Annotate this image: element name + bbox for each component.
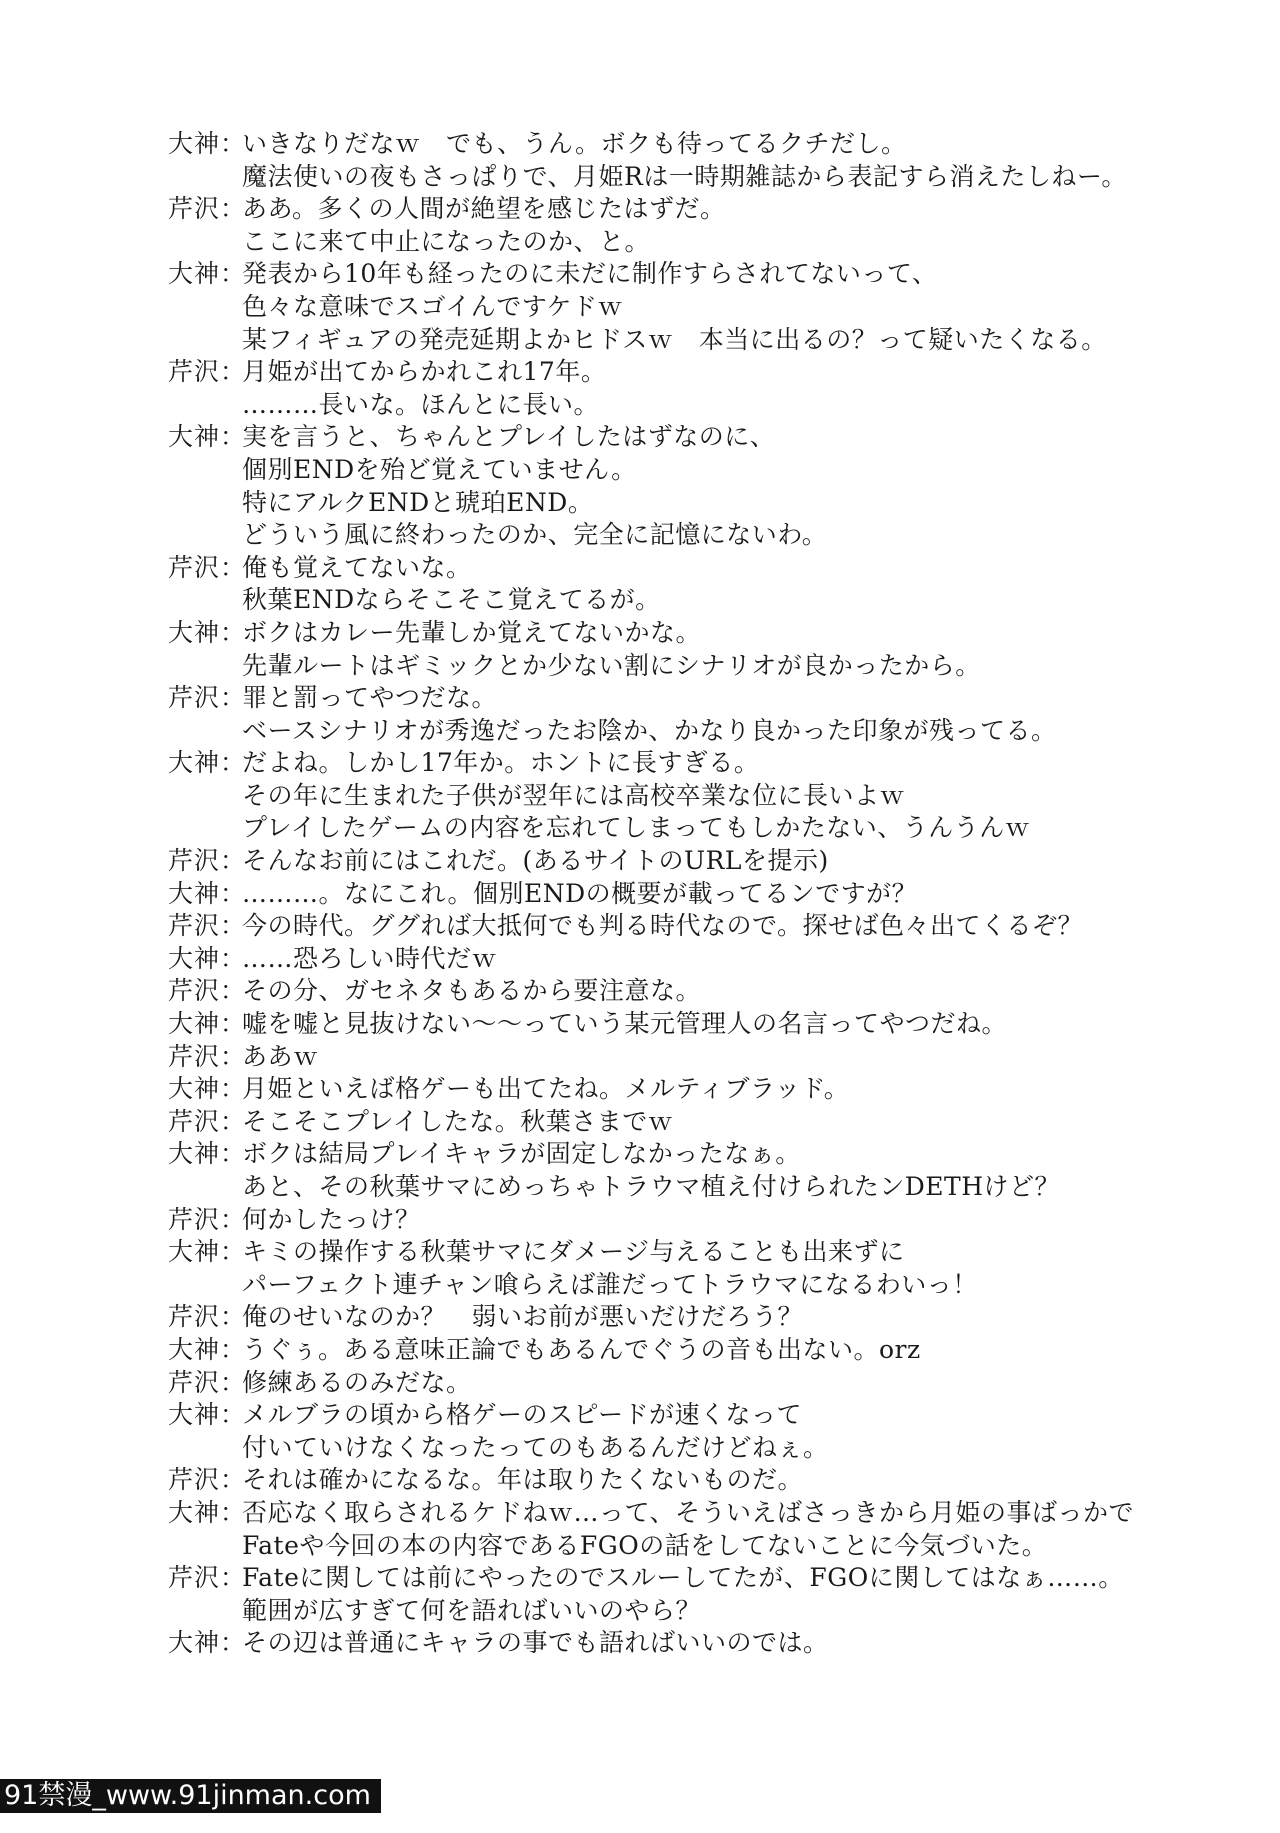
dialogue-turn (168, 1627, 1228, 1660)
dialogue-turn (168, 1236, 1228, 1301)
speech-lines (242, 1106, 1228, 1139)
speaker-name: 大神： (168, 617, 247, 647)
speech-line: パーフェクト連チャン喰らえば誰だってトラウマになるわいっ！ (242, 1269, 978, 1299)
dialogue-turn (168, 747, 1228, 845)
speech-lines (242, 1464, 1228, 1497)
speech-line: ………。なにこれ。個別ENDの概要が載ってるンですが？ (242, 878, 918, 908)
speaker-name: 芹沢： (168, 846, 247, 876)
speech-lines (242, 1138, 1228, 1203)
dialogue-turn (168, 1008, 1228, 1041)
speaker-name: 大神： (168, 1334, 247, 1364)
speech-line: Fateや今回の本の内容であるFGOの話をしてないことに今気づいた。 (242, 1530, 1048, 1560)
speaker-name: 大神： (168, 878, 247, 908)
dialogue-turn (168, 617, 1228, 682)
speech-line: ベースシナリオが秀逸だったお陰か、かなり良かった印象が残ってる。 (242, 715, 1057, 745)
speech-line: ああ。多くの人間が絶望を感じたはずだ。 (242, 194, 726, 224)
dialogue-turn (168, 910, 1228, 943)
speech-lines (242, 1399, 1228, 1464)
speech-line: 秋葉ENDならそこそこ覚えてるが。 (242, 585, 661, 615)
dialogue-transcript (168, 128, 1228, 1660)
speech-lines (242, 1301, 1228, 1334)
speaker-name: 大神： (168, 748, 247, 778)
speech-line: だよね。しかし17年か。ホントに長すぎる。 (242, 748, 760, 778)
speech-line: 先輩ルートはギミックとか少ない割にシナリオが良かったから。 (242, 650, 981, 680)
dialogue-turn (168, 421, 1228, 551)
speaker-name: 大神： (168, 129, 247, 158)
dialogue-turn (168, 943, 1228, 976)
speaker-name: 芹沢： (168, 1041, 247, 1071)
dialogue-turn (168, 1041, 1228, 1074)
speech-line: そんなお前にはこれだ。(あるサイトのURLを提示) (242, 846, 829, 876)
speech-lines (242, 1041, 1228, 1074)
dialogue-turn (168, 1138, 1228, 1203)
speech-line: メルブラの頃から格ゲーのスピードが速くなって (242, 1400, 803, 1430)
speech-lines (242, 878, 1228, 911)
speaker-name: 芹沢： (168, 357, 247, 387)
speech-line: 発表から10年も経ったのに未だに制作すらされてないって、 (242, 259, 938, 289)
dialogue-turn (168, 1301, 1228, 1334)
speech-lines (242, 845, 1228, 878)
speech-line: それは確かになるな。年は取りたくないものだ。 (242, 1465, 804, 1495)
speech-lines (242, 552, 1228, 617)
speaker-name: 大神： (168, 259, 247, 289)
speech-line: 月姫が出てからかれこれ17年。 (242, 357, 607, 387)
speech-lines (242, 128, 1228, 193)
speech-line: その辺は普通にキャラの事でも語ればいいのでは。 (242, 1628, 829, 1658)
speech-line: 魔法使いの夜もさっぱりで、月姫Rは一時期雑誌から表記すら消えたしねー。 (242, 161, 1127, 191)
speech-line: 俺も覚えてないな。 (242, 552, 472, 582)
dialogue-turn (168, 1204, 1228, 1237)
speaker-name: 芹沢： (168, 1563, 247, 1593)
speech-line: 何かしたっけ？ (242, 1204, 421, 1234)
dialogue-turn (168, 878, 1228, 911)
speech-line: ……恐ろしい時代だｗ (242, 943, 498, 973)
dialogue-turn (168, 1497, 1228, 1562)
speech-line: いきなりだなｗ でも、うん。ボクも待ってるクチだし。 (242, 129, 907, 158)
dialogue-turn (168, 1106, 1228, 1139)
speech-line: キミの操作する秋葉サマにダメージ与えることも出来ずに (242, 1237, 905, 1267)
speech-line: 範囲が広すぎて何を語ればいいのやら？ (242, 1595, 702, 1625)
speaker-name: 芹沢： (168, 1302, 247, 1332)
speech-lines (242, 1008, 1228, 1041)
speaker-name: 大神： (168, 1628, 247, 1658)
speech-line: Fateに関しては前にやったのでスルーしてたが、FGOに関してはなぁ……。 (242, 1563, 1124, 1593)
speech-lines (242, 1204, 1228, 1237)
speaker-name: 芹沢： (168, 194, 247, 224)
speech-line: 否応なく取らされるケドねｗ…って、そういえばさっきから月姫の事ばっかで (242, 1497, 1135, 1527)
speaker-name: 大神： (168, 1497, 247, 1527)
speech-lines (242, 617, 1228, 682)
speech-lines (242, 1334, 1228, 1367)
speech-line: 付いていけなくなったってのもあるんだけどねぇ。 (242, 1432, 829, 1462)
speech-line: うぐぅ。ある意味正論でもあるんでぐうの音も出ない。orz (242, 1334, 921, 1364)
speech-line: 罪と罰ってやつだな。 (242, 683, 498, 713)
speaker-name: 芹沢： (168, 976, 247, 1006)
dialogue-turn (168, 1562, 1228, 1627)
speech-lines (242, 1627, 1228, 1660)
speaker-name: 芹沢： (168, 1204, 247, 1234)
speech-line: その分、ガセネタもあるから要注意な。 (242, 976, 702, 1006)
speech-lines (242, 1367, 1228, 1400)
speech-line: 嘘を嘘と見抜けない～～っていう某元管理人の名言ってやつだね。 (242, 1009, 1008, 1039)
speech-line: 月姫といえば格ゲーも出てたね。メルティブラッド。 (242, 1074, 850, 1104)
speech-line: 実を言うと、ちゃんとプレイしたはずなのに、 (242, 422, 776, 452)
speech-line: 俺のせいなのか？ 弱いお前が悪いだけだろう？ (242, 1302, 804, 1332)
speech-line: 修練あるのみだな。 (242, 1367, 472, 1397)
dialogue-turn (168, 356, 1228, 421)
speaker-name: 芹沢： (168, 1367, 247, 1397)
speech-line: 色々な意味でスゴイんですケドｗ (242, 291, 624, 321)
dialogue-turn (168, 845, 1228, 878)
speaker-name: 大神： (168, 1009, 247, 1039)
speaker-name: 芹沢： (168, 552, 247, 582)
speech-line: その年に生まれた子供が翌年には高校卒業な位に長いよｗ (242, 780, 906, 810)
speaker-name: 大神： (168, 1074, 247, 1104)
speech-line: そこそこプレイしたな。秋葉さまでｗ (242, 1106, 674, 1136)
speaker-name: 大神： (168, 943, 247, 973)
speech-line: あと、その秋葉サマにめっちゃトラウマ植え付けられたンDETHけど？ (242, 1172, 1061, 1201)
speech-lines (242, 193, 1228, 258)
speech-line: ボクはカレー先輩しか覚えてないかな。 (242, 617, 702, 647)
speaker-name: 芹沢： (168, 1106, 247, 1136)
dialogue-turn (168, 1399, 1228, 1464)
speech-line: プレイしたゲームの内容を忘れてしまってもしかたない、うんうんｗ (242, 813, 1031, 843)
speaker-name: 大神： (168, 422, 247, 452)
dialogue-turn (168, 1073, 1228, 1106)
speech-lines (242, 943, 1228, 976)
speech-line: ああｗ (242, 1041, 319, 1071)
speech-line: ここに来て中止になったのか、と。 (242, 226, 651, 256)
speaker-name: 芹沢： (168, 1465, 247, 1495)
speaker-name: 大神： (168, 1400, 247, 1430)
speech-lines (242, 975, 1228, 1008)
dialogue-turn (168, 1464, 1228, 1497)
dialogue-turn (168, 552, 1228, 617)
speech-line: 某フィギュアの発売延期よかヒドスｗ 本当に出るの？って疑いたくなる。 (242, 324, 1107, 354)
site-watermark[interactable]: 91禁漫_www.91jinman.com (0, 1779, 381, 1813)
speaker-name: 大神： (168, 1139, 247, 1169)
speech-lines (242, 1073, 1228, 1106)
dialogue-turn (168, 975, 1228, 1008)
speaker-name: 芹沢： (168, 683, 247, 713)
dialogue-turn (168, 258, 1228, 356)
speech-lines (242, 258, 1228, 356)
speech-lines (242, 421, 1228, 551)
dialogue-turn (168, 1334, 1228, 1367)
speech-line: 今の時代。ググれば大抵何でも判る時代なので。探せば色々出てくるぞ？ (242, 911, 1084, 941)
speech-lines (242, 1497, 1228, 1562)
speaker-name: 芹沢： (168, 911, 247, 941)
speech-line: 個別ENDを殆ど覚えていません。 (242, 454, 637, 484)
speech-lines (242, 682, 1228, 747)
dialogue-turn (168, 682, 1228, 747)
dialogue-turn (168, 1367, 1228, 1400)
speech-line: どういう風に終わったのか、完全に記憶にないわ。 (242, 520, 828, 550)
speech-line: ………長いな。ほんとに長い。 (242, 389, 600, 419)
speech-lines (242, 747, 1228, 845)
speech-lines (242, 1562, 1228, 1627)
speech-lines (242, 1236, 1228, 1301)
dialogue-turn (168, 128, 1228, 193)
speech-line: 特にアルクENDと琥珀END。 (242, 487, 594, 517)
speech-line: ボクは結局プレイキャラが固定しなかったなぁ。 (242, 1139, 801, 1169)
speaker-name: 大神： (168, 1237, 247, 1267)
dialogue-turn (168, 193, 1228, 258)
speech-lines (242, 356, 1228, 421)
speech-lines (242, 910, 1228, 943)
